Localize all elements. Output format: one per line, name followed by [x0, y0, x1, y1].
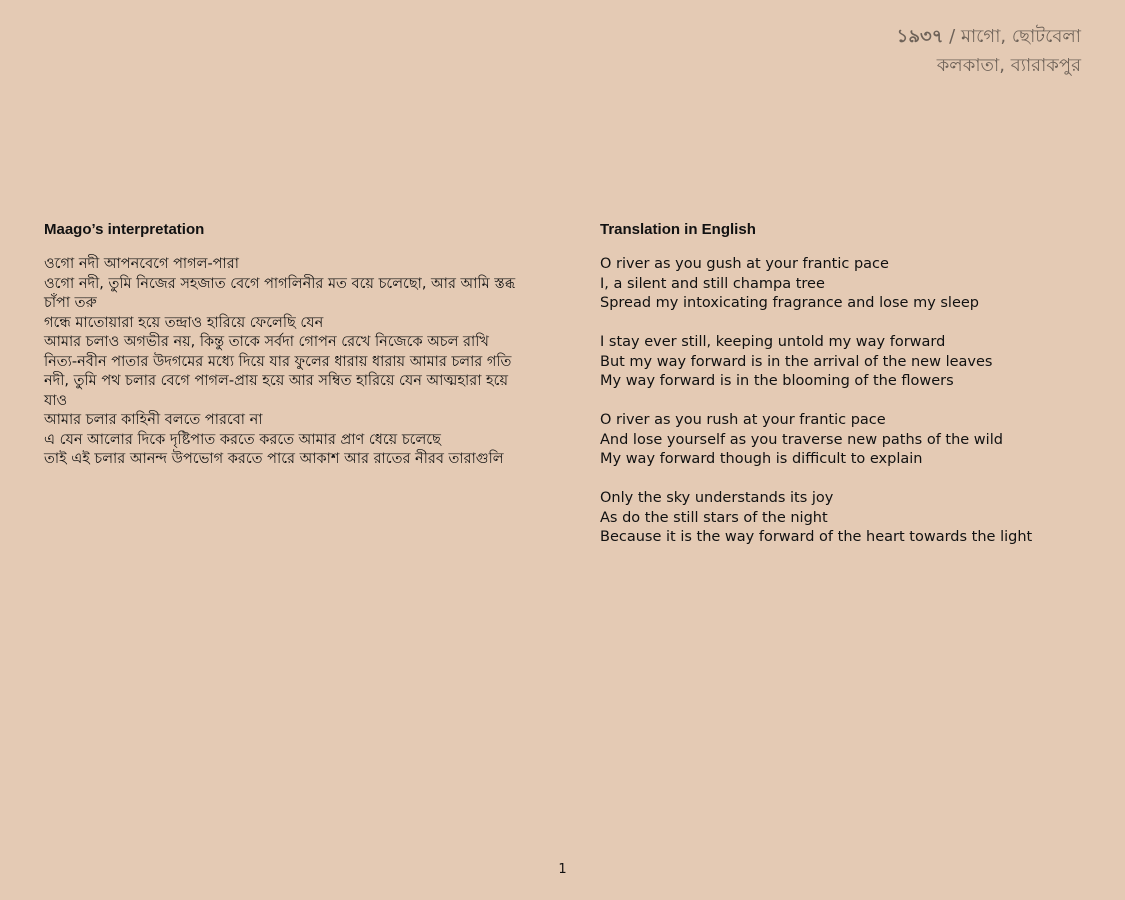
stanza — [600, 411, 1080, 470]
english-line: And lose yourself as you traverse new paths of the wild — [600, 431, 1003, 448]
bengali-column — [44, 220, 524, 470]
header-location: কলকাতা, ব্যারাকপুর — [936, 55, 1081, 76]
header-title-line — [897, 22, 1081, 51]
english-line: Spread my intoxicating fragrance and lose my sleep — [600, 295, 980, 311]
bengali-line: গন্ধে মাতোয়ারা হয়ে তন্দ্রাও হারিয়ে ফেলেছি যেন — [44, 314, 324, 331]
stanza — [600, 255, 1080, 314]
english-line: As do the still stars of the night — [600, 509, 828, 526]
page-header — [897, 22, 1081, 80]
english-text — [600, 255, 1080, 548]
page-number: 1 — [558, 862, 567, 877]
bengali-line: এ যেন আলোর দিকে দৃষ্টিপাত করতে করতে আমার প্রাণ ধেয়ে চলেছে — [44, 431, 441, 448]
bengali-text — [44, 255, 524, 470]
english-line: My way forward is in the blooming of the flowers — [600, 373, 954, 389]
english-line: My way forward though is difficult to explain — [600, 451, 923, 467]
english-line: Only the sky understands its joy — [600, 490, 834, 506]
stanza — [600, 333, 1080, 392]
bengali-line: আমার চলার কাহিনী বলতে পারবো না — [44, 412, 263, 428]
english-line: O river as you gush at your frantic pace — [600, 256, 889, 272]
english-line: But my way forward is in the arrival of the new leaves — [600, 353, 993, 370]
header-title: মাগো, ছোটবেলা — [960, 26, 1081, 47]
bengali-line: নদী, তুমি পথ চলার বেগে পাগল-প্রায় হয়ে আর সম্বিত হারিয়ে যেন আত্মহারা হয়ে যাও — [44, 373, 509, 409]
english-line: I, a silent and still champa tree — [600, 275, 825, 292]
english-line: O river as you rush at your frantic pace — [600, 412, 886, 428]
bengali-column-title: Maago’s interpretation — [44, 221, 205, 238]
english-column — [600, 220, 1080, 567]
bengali-line: তাই এই চলার আনন্দ উপভোগ করতে পারে আকাশ আর রাতের নীরব তারাগুলি — [44, 451, 504, 467]
bengali-line: আমার চলাও অগভীর নয়, কিন্তু তাকে সর্বদা গোপন রেখে নিজেকে অচল রাখি — [44, 334, 489, 350]
bengali-line: নিত্য-নবীন পাতার উদগমের মধ্যে দিয়ে যার ফুলের ধারায় ধারায় আমার চলার গতি — [44, 353, 512, 370]
stanza — [600, 489, 1080, 548]
english-column-title: Translation in English — [600, 221, 756, 238]
english-line: Because it is the way forward of the heart towards the light — [600, 529, 1033, 545]
header-year: ১৯৩৭ — [896, 26, 944, 47]
bengali-line: ওগো নদী, তুমি নিজের সহজাত বেগে পাগলিনীর মত বয়ে চলেছো, আর আমি স্তব্ধ চাঁপা তরু — [44, 275, 516, 311]
english-line: I stay ever still, keeping untold my way forward — [600, 334, 946, 350]
header-separator: / — [943, 26, 961, 47]
bengali-line: ওগো নদী আপনবেগে পাগল-পারা — [44, 256, 239, 272]
